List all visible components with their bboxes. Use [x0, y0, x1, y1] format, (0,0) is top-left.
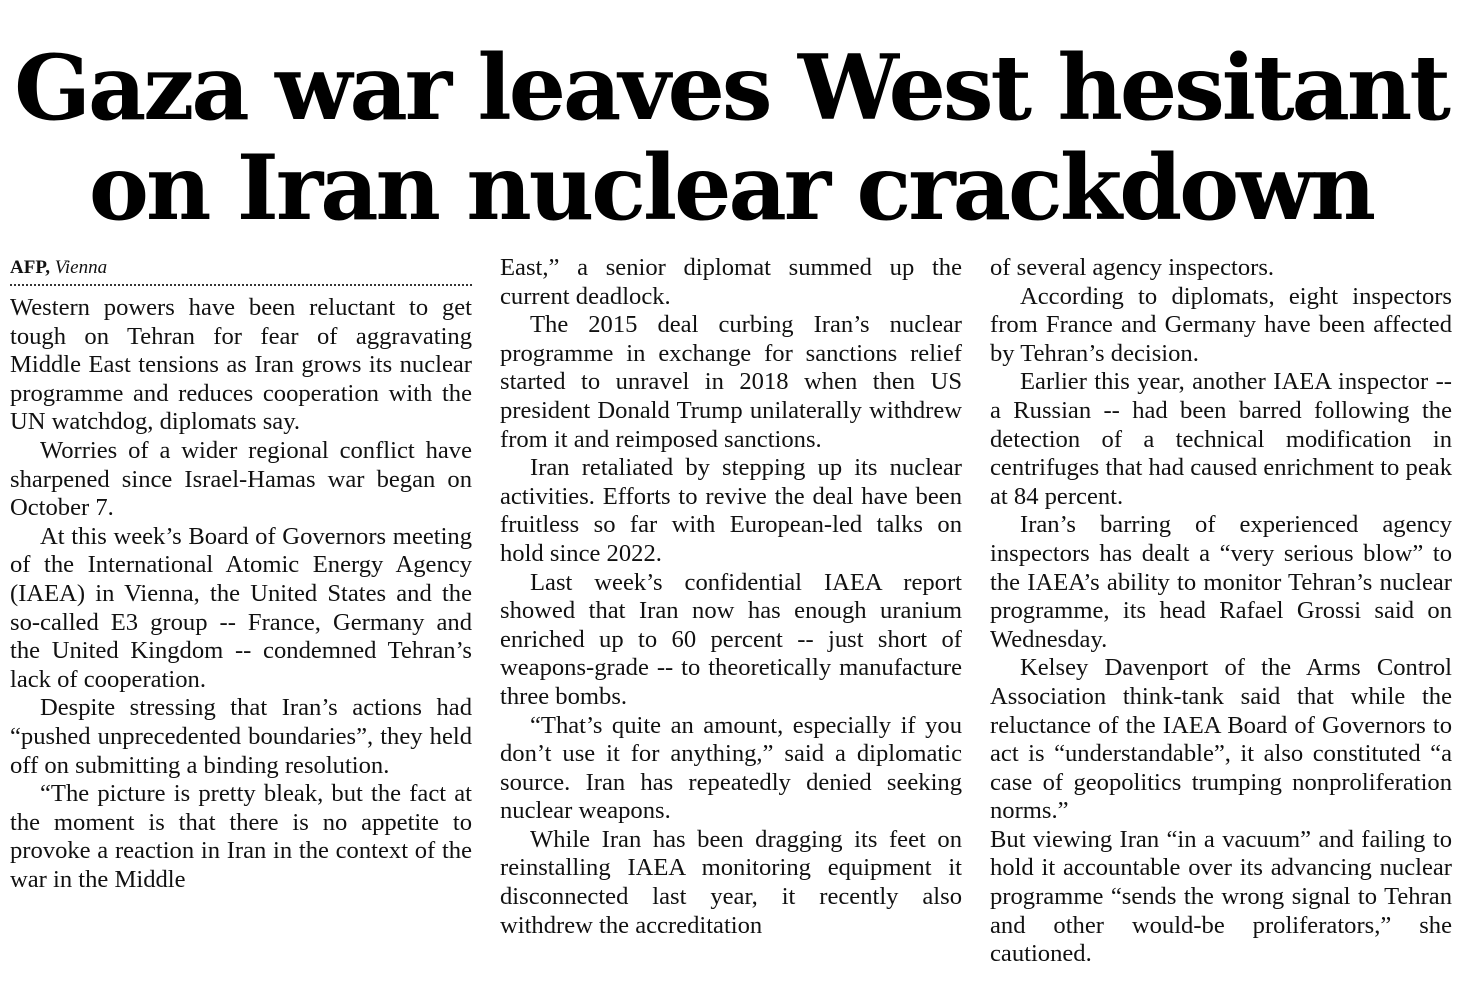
paragraph: of several agency inspectors.: [990, 254, 1275, 281]
paragraph: According to diplomats, eight inspectors from France and Germany have been affected by Tehran’s decision.: [990, 282, 1452, 367]
article-column-1: [10, 254, 472, 894]
paragraph: Last week’s confidential IAEA report showed that Iran now has enough uranium enriched up to 60 percent -- just short of weapons-grade -- to theoretically manufacture three bombs.: [500, 568, 962, 710]
paragraph: East,” a senior diplomat summed up the current deadlock.: [500, 254, 962, 310]
paragraph: “That’s quite an amount, especially if you don’t use it for anything,” said a diplomatic source. Iran has repeatedly denied seeking nuclear weapons.: [500, 711, 962, 825]
article-column-3: [990, 254, 1452, 969]
paragraph: Kelsey Davenport of the Arms Control Association think-tank said that while the reluctance of the IAEA Board of Governors to act is “understandable”, it also constituted “a case of geopolitics trumping nonproliferation norms.”: [990, 654, 1452, 825]
paragraph: Iran retaliated by stepping up its nuclear activities. Efforts to revive the deal have been fruitless so far with European-led talks on hold since 2022.: [500, 454, 962, 567]
byline: [10, 254, 472, 286]
paragraph: While Iran has been dragging its feet on reinstalling IAEA monitoring equipment it disconnected last year, it recently also withdrew the accreditation: [500, 825, 962, 939]
paragraph: The 2015 deal curbing Iran’s nuclear programme in exchange for sanctions relief started to unravel in 2018 when then US president Donald Trump unilaterally withdrew from it and reimposed sanctions.: [500, 311, 962, 453]
byline-agency: AFP,: [10, 257, 50, 278]
headline-line-1: Gaza war leaves West hesitant: [14, 35, 1448, 141]
byline-place: Vienna: [54, 257, 108, 278]
article-column-2: [500, 254, 962, 940]
paragraph: But viewing Iran “in a vacuum” and failing to hold it accountable over its advancing nuclear programme “sends the wrong signal to Tehran and other would-be proliferators,” she cautioned.: [990, 825, 1452, 968]
paragraph: Iran’s barring of experienced agency inspectors has dealt a “very serious blow” to the IAEA’s ability to monitor Tehran’s nuclear programme, its head Rafael Grossi said on Wednesday.: [990, 511, 1452, 653]
paragraph: Earlier this year, another IAEA inspector -- a Russian -- had been barred following the detection of a technical modification in centrifuges that had caused enrichment to peak at 84 percent.: [990, 368, 1452, 510]
paragraph: Worries of a wider regional conflict have sharpened since Israel-Hamas war began on October 7.: [10, 436, 472, 522]
paragraph: “The picture is pretty bleak, but the fact at the moment is that there is no appetite to provoke a reaction in Iran in the context of the war in the Middle: [10, 780, 472, 893]
headline: [0, 35, 1462, 241]
headline-line-2: on Iran nuclear crackdown: [88, 135, 1374, 241]
paragraph: At this week’s Board of Governors meeting of the International Atomic Energy Agency (IAEA) in Vienna, the United States and the so-called E3 group -- France, Germany and the United Kingdom -- condemned Tehran’s lack of cooperation.: [10, 522, 472, 693]
paragraph: Western powers have been reluctant to get tough on Tehran for fear of aggravating Middle East tensions as Iran grows its nuclear programme and reduces cooperation with the UN watchdog, diplomats say.: [10, 294, 472, 436]
paragraph: Despite stressing that Iran’s actions had “pushed unprecedented boundaries”, they held off on submitting a binding resolution.: [10, 694, 472, 779]
